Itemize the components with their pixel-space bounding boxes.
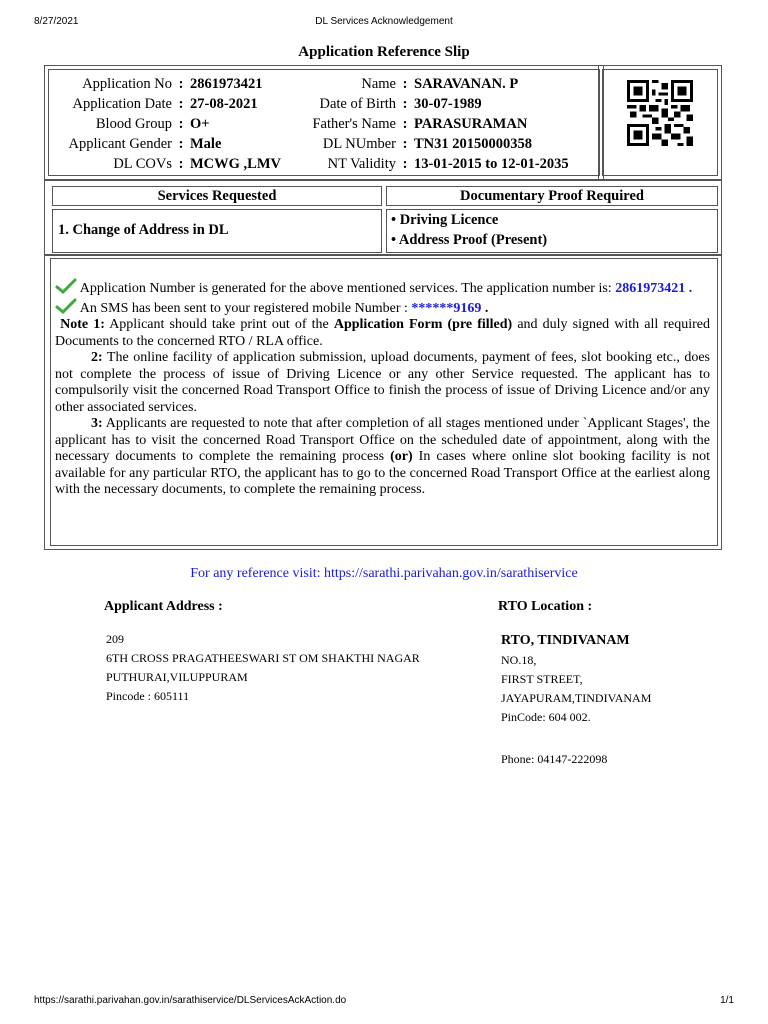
value-nt-validity: 13-01-2015 to 12-01-2035 [414,156,569,172]
reference-link[interactable]: For any reference visit: https://sarathi.parivahan.gov.in/sarathiservice [190,566,578,581]
header-documentary-proof: Documentary Proof Required [460,188,644,204]
value-application-no: 2861973421 [190,76,263,92]
rto-location-heading: RTO Location : [498,599,593,614]
label-dl-number: DL NUmber [322,136,396,152]
label-application-no: Application No [82,76,172,92]
label-blood-group: Blood Group [95,116,172,132]
check-icon [55,298,77,314]
notes-section: Application Number is generated for the above mentioned services. The application number is: 2861973421 . An SMS has been sent to your registered mobile Number : ******9169 . Note 1: Applicant should take print out of the Application Form (pre filled) and duly signed with all required Documents to the concerned RTO / RLA office. 2: The online facility of application submission, upload documents, payment of fees, slot booking etc., does not complete the process of issue of Driving Licence or any other Service requested. The applicant has to compulsorily visit the concerned Road Transport Office to finish the process of issue of Driving Licence and/or any other associated services. 3: Applicants are requested to note that after completion of all stages mentioned under `Applicant Stages', the applicant has to visit the concerned Road Transport Office on the scheduled date of appointment, along with the necessary documents to complete the remaining process (or) In cases where online slot booking facility is not available for any particular RTO, the applicant has to go to the concerned Road Transport Office at the earliest along with the necessary documents, to complete the remaining process. [55,278,710,499]
value-name: SARAVANAN. P [414,76,519,92]
rto-location: RTO, TINDIVANAM NO.18, FIRST STREET, JAYAPURAM,TINDIVANAM PinCode: 604 002. [501,633,652,724]
label-dl-covs: DL COVs [113,156,172,172]
value-dl-number: TN31 20150000358 [414,136,533,152]
applicant-address-heading: Applicant Address : [104,599,223,614]
print-date: 8/27/2021 [34,16,79,27]
slip-title: Application Reference Slip [298,44,470,60]
note2-label: 2: [91,350,103,365]
check-icon [55,278,77,294]
service-item: 1. Change of Address in DL [58,222,229,238]
label-nt-validity: NT Validity [327,156,396,172]
applicant-info-right: Name : SARAVANAN. P Date of Birth : 30-07-1989 Father's Name : PARASURAMAN DL NUmber : TN31 20150000358 NT Validity : 13-01-2015 to 12-01-2035 [290,74,569,174]
proof-item: • Driving Licence [391,212,499,228]
label-application-date: Application Date [72,96,172,112]
applicant-info-left: Application No : 2861973421 Application Date : 27-08-2021 Blood Group : O+ Applicant Gender : Male DL COVs : MCWG ,LMV [52,74,281,174]
note3-text: Applicants are requested to note that after completion of all stages mentioned under `Applicant Stages', the applicant has to visit the concerned Road Transport Office on the scheduled date of appointment, along with the necessary documents to complete the remaining process [55,416,711,464]
footer-page: 1/1 [720,995,734,1006]
label-name: Name [361,76,396,92]
qr-code-icon [625,80,695,146]
applicant-address: 209 6TH CROSS PRAGATHEESWARI ST OM SHAKTHI NAGAR PUTHURAI,VILUPPURAM Pincode : 605111 [106,632,420,703]
value-date-of-birth: 30-07-1989 [414,96,482,112]
value-applicant-gender: Male [190,136,222,152]
sms-number: ******9169 [411,300,482,316]
app-generated-text: Application Number is generated for the above mentioned services. The application number is: [79,281,612,296]
proof-item: • Address Proof (Present) [391,232,548,248]
sms-text: An SMS has been sent to your registered mobile Number : [79,300,408,316]
app-number: 2861973421 . [615,281,693,296]
note2-text: The online facility of application submission, upload documents, payment of fees, slot booking etc., does not complete the process of issue of Driving Licence or any other Service requested. The applicant has to compulsorily visit the concerned Road Transport Office to finish the process of issue of Driving Licence and/or any other associated services. [55,350,710,415]
note1-label: Note 1: [60,317,105,332]
note3-label: 3: [91,416,103,431]
print-title: DL Services Acknowledgement [315,16,453,27]
rto-phone: Phone: 04147-222098 [501,752,608,766]
value-application-date: 27-08-2021 [190,96,258,112]
label-applicant-gender: Applicant Gender [68,136,172,152]
value-fathers-name: PARASURAMAN [414,116,528,132]
value-blood-group: O+ [190,116,210,132]
header-services-requested: Services Requested [157,188,277,204]
footer-url: https://sarathi.parivahan.gov.in/sarathiservice/DLServicesAckAction.do [34,995,347,1006]
value-dl-covs: MCWG ,LMV [190,156,282,172]
rto-name: RTO, TINDIVANAM [501,633,630,648]
label-fathers-name: Father's Name [312,116,396,132]
label-date-of-birth: Date of Birth [319,96,396,112]
